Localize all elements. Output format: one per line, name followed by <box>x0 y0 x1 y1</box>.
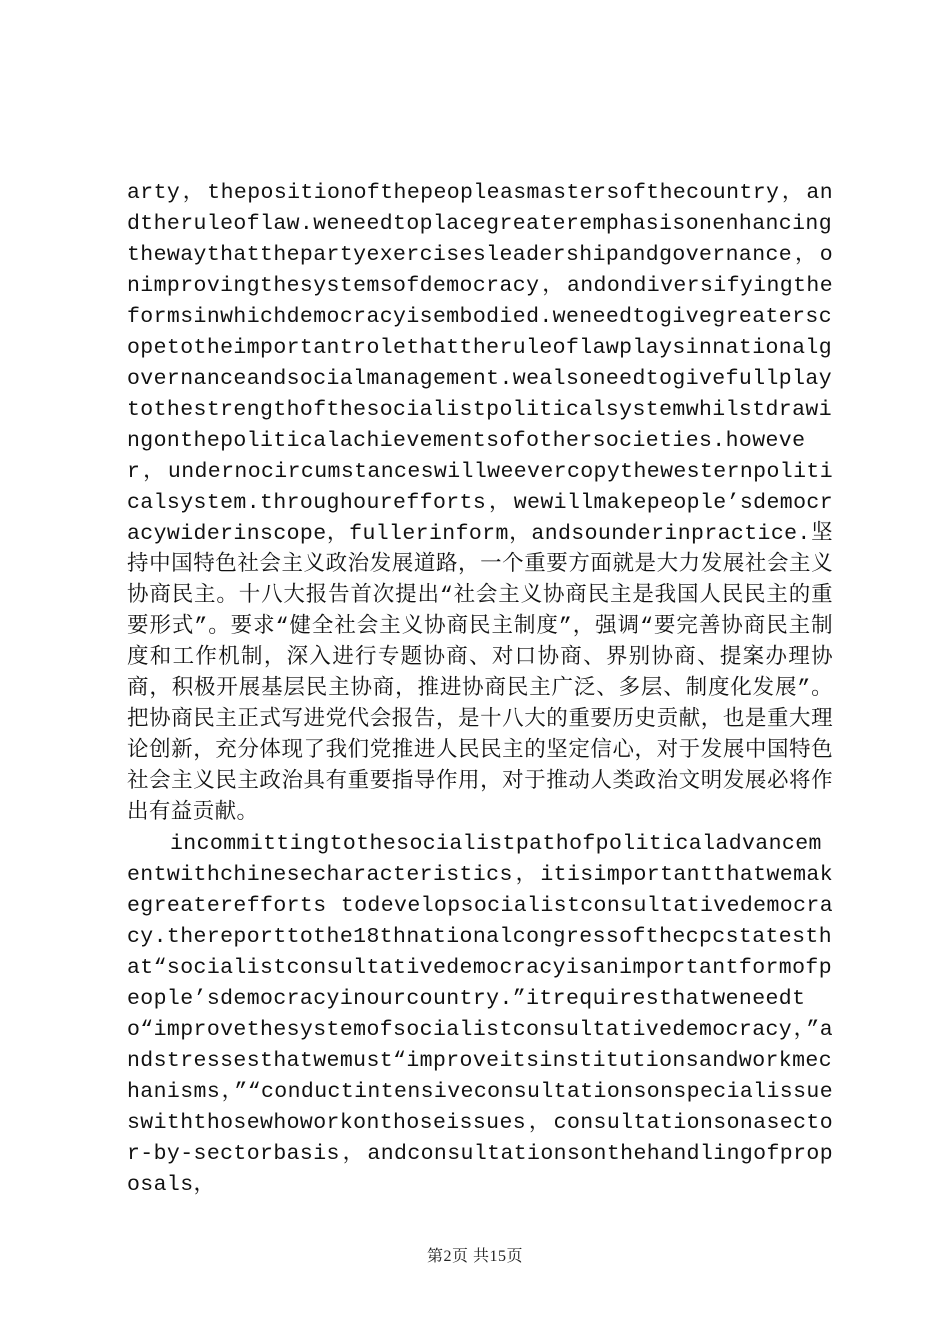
paragraph-1: arty，thepositionofthepeopleasmastersofthecountry，andtheruleoflaw.weneedtoplacegreateremphasisonenhancingthewaythatthepartyexercisesleadershipandgovernance，onimprovingthesystemsofdemocracy，andondiversifyingtheformsinwhichdemocracyisembodied.weneedtogivegreaterscopetotheimportantrolethattheruleoflawplaysinnationalgovernanceandsocialmanagement.wealsoneedtogivefullplaytothestrengthofthesocialistpoliticalsystemwhilstdrawingonthepoliticalachievementsofothersocieties.however，undernocircumstanceswillweevercopythewesternpoliticalsystem.throughourefforts，wewillmakepeople’sdemocracywiderinscope，fullerinform，andsounderinpractice.坚持中国特色社会主义政治发展道路，一个重要方面就是大力发展社会主义协商民主。十八大报告首次提出“社会主义协商民主是我国人民民主的重要形式”。要求“健全社会主义协商民主制度”，强调“要完善协商民主制度和工作机制，深入进行专题协商、对口协商、界别协商、提案办理协商，积极开展基层民主协商，推进协商民主广泛、多层、制度化发展”。把协商民主正式写进党代会报告，是十八大的重要历史贡献，也是重大理论创新，充分体现了我们党推进人民民主的坚定信心，对于发展中国特色社会主义民主政治具有重要指导作用，对于推动人类政治文明发展必将作出有益贡献。 <box>127 181 833 825</box>
page-number: 第2页 共15页 <box>426 1248 523 1265</box>
document-body <box>127 178 833 1201</box>
paragraph-2: incommittingtothesocialistpathofpoliticaladvancementwithchinesecharacteristics，itisimportantthatwemakegreaterefforts todevelopsocialistconsultativedemocracy.thereporttothe18thnationalcongressofthecpcstatesthat“socialistconsultativedemocracyisanimportantformofpeople’sdemocracyinourcountry.”itrequiresthatweneedto“improvethesystemofsocialistconsultativedemocracy，”andstressesthatwemust“improveitsinstitutionsandworkmechanisms，”“conductintensiveconsultationsonspecialissueswiththosewhoworkonthoseissues，consultationsonasector-by-sectorbasis，andconsultationsonthehandlingofproposals， <box>127 832 833 1197</box>
